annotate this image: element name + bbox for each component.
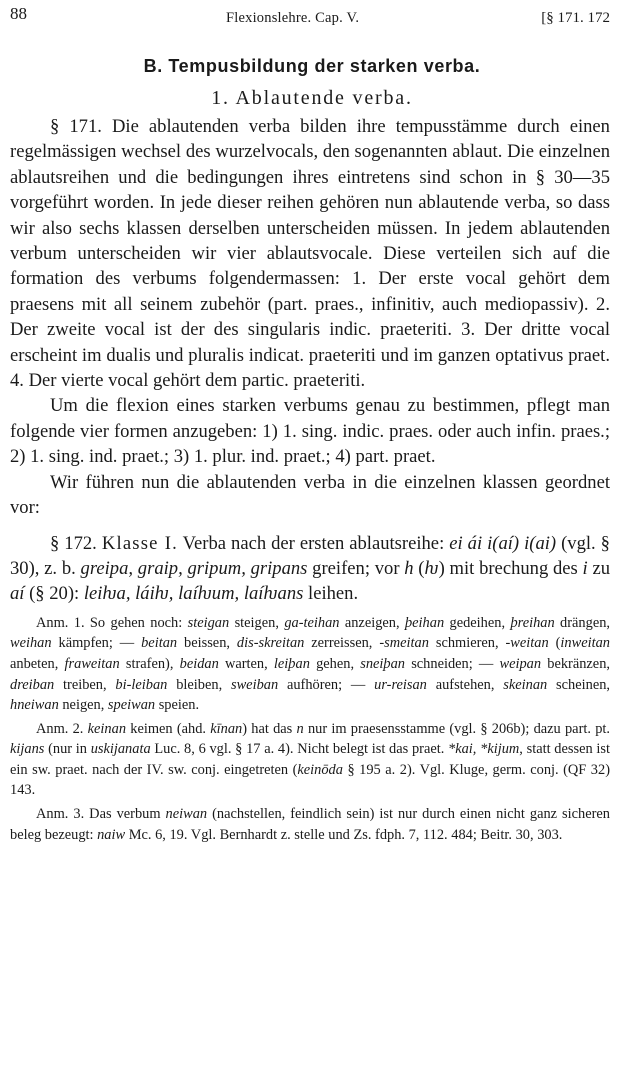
italic-term: þeihan (404, 614, 445, 631)
italic-term: uskijanata (90, 741, 151, 758)
italic-term: -smeitan (379, 635, 429, 652)
italic-term: leiþan (273, 655, 310, 672)
paragraph-171-forms (10, 393, 610, 469)
italic-term: hneiwan (10, 697, 59, 714)
section-heading-b: B. Tempusbildung der starken verba. (143, 56, 481, 76)
text-run: bleiben, (167, 676, 231, 693)
text-run: Anm. 2. (36, 720, 88, 737)
section-reference: [§ 171. 172 (541, 10, 610, 26)
italic-term: steigan (187, 614, 230, 631)
text-run: gedeihen, (444, 614, 511, 631)
subsection-heading-1: 1. Ablautende verba. (211, 87, 413, 109)
text-run: kämpfen; — (51, 635, 142, 652)
text-run: gehen, (309, 655, 361, 672)
italic-term: kīnan (210, 720, 243, 737)
text-run: strafen), (119, 655, 180, 672)
text-run: aufhören; — (278, 676, 375, 693)
text-run: keimen (ahd. (126, 720, 211, 737)
text-run: anbeten, (10, 655, 65, 672)
italic-term: h (404, 557, 414, 579)
text-run: scheinen, (547, 676, 610, 693)
italic-term: leiƕa, láiƕ, laíƕum, laíƕans (83, 583, 304, 605)
text-run: speien. (155, 697, 200, 714)
text-run: (vgl. § 30), z. b. (10, 532, 610, 579)
paragraph-171-intro (10, 470, 610, 521)
text-run: anzeigen, (339, 614, 405, 631)
text-run: leihen. (303, 583, 359, 605)
italic-term: speiwan (107, 697, 156, 714)
text-run: Verba nach der ersten ablautsreihe: (178, 532, 450, 554)
italic-term: n (296, 720, 304, 737)
running-header (10, 4, 610, 30)
text-run: steigen, (229, 614, 285, 631)
italic-term: fraweitan (64, 655, 120, 672)
italic-term: beitan (141, 635, 178, 652)
note-anm-3 (10, 804, 610, 845)
text-run: ( (413, 557, 425, 579)
text-run: greifen; vor (307, 557, 405, 579)
italic-term: ei ái i(aí) i(ai) (449, 532, 557, 554)
italic-term: sweiban (230, 676, 279, 693)
italic-term: þreihan (510, 614, 555, 631)
italic-term: *kai, *kijum (448, 741, 520, 758)
italic-term: inweitan (560, 635, 610, 652)
text-run: zerreissen, (304, 635, 380, 652)
text-run: beissen, (177, 635, 237, 652)
text-run: , statt dessen ist ein sw. praet. nach der IV. sw. conj. eingetreten ( (10, 741, 610, 778)
text-run: Wir führen nun die ablautenden verba in die einzelnen klassen geordnet vor: (10, 471, 610, 519)
text-run: ) mit brechung des (438, 557, 583, 579)
text-run: Anm. 3. Das verbum (36, 806, 166, 823)
running-title: Flexionslehre. Cap. V. (226, 10, 360, 26)
text-run: (nur in (44, 741, 91, 758)
text-run: schneiden; — (405, 655, 500, 672)
note-anm-2 (10, 719, 610, 801)
italic-term: keinan (87, 720, 127, 737)
text-run: Die ablautenden verba bilden ihre tempusstämme durch einen regelmässigen wechsel des wurzelvocals, den sogenannten ablaut. Die einzelnen ablautsreihen und die bedingungen ihres eintretens sind schon in § 30—35 vorgeführt worden. In jede dieser reihen gehören nun ablautende verba, so dass wir also sechs klassen derselben unterscheiden müssen. In jedem ablautenden verbum unterscheiden wir vier ablautsvocale. Diese verteilen sich auf die formation des verbums folgendermassen: 1. Der erste vocal gehört dem praesens mit all seinem zubehör (part. praes., infinitiv, auch mediopassiv). 2. Der zweite vocal ist der des singularis indic. praeteriti. 3. Der dritte vocal erscheint im dualis und pluralis indicat. praeteriti und im ganzen optativus praet. 4. Der vierte vocal gehört dem partic. praeteriti. (10, 116, 610, 392)
text-run: Um die flexion eines starken verbums genau zu bestimmen, pflegt man folgende vier formen anzugeben: 1) 1. sing. indic. praes. oder auch infin. praes.; 2) 1. sing. ind. praet.; 3) 1. plur. ind. praet.; 4) part. praet. (10, 395, 610, 468)
text-run: schmieren, (428, 635, 506, 652)
italic-term: ga-teihan (284, 614, 340, 631)
italic-term: weihan (10, 635, 52, 652)
italic-term: beidan (179, 655, 219, 672)
italic-term: dreiban (10, 676, 55, 693)
text-run: Mc. 6, 19. Vgl. Bernhardt z. stelle und Zs. fdph. 7, 112. 484; Beitr. 30, 303. (125, 826, 563, 843)
text-run: Klasse I. (101, 532, 179, 554)
text-run: drängen, (554, 614, 610, 631)
text-run: bekränzen, (541, 655, 610, 672)
italic-term: i (582, 557, 588, 579)
text-run: § 171. (50, 116, 112, 137)
italic-term: ur-reisan (374, 676, 427, 693)
italic-term: weipan (499, 655, 542, 672)
italic-term: neiwan (165, 806, 208, 823)
text-run: (§ 20): (24, 583, 84, 605)
text-run: § 195 a. 2). Vgl. Kluge, germ. conj. (QF 32) 143. (10, 761, 610, 799)
italic-term: -weitan (505, 635, 549, 652)
text-run: treiben, (54, 676, 116, 693)
footnotes (10, 613, 610, 846)
text-run: nur im praesensstamme (vgl. § 206b); dazu part. pt. (303, 720, 610, 737)
text-run: zu (587, 557, 611, 579)
text-run: aufstehen, (426, 676, 504, 693)
italic-term: naiw (97, 826, 126, 843)
italic-term: bi-leiban (115, 676, 168, 693)
italic-term: keinōda (297, 761, 343, 778)
paragraph-171 (10, 114, 610, 393)
page-body (10, 114, 610, 848)
text-run: (nachstellen, feindlich sein) ist nur durch einen nicht ganz sicheren beleg bezeugt: (10, 806, 610, 843)
note-anm-1 (10, 613, 610, 716)
page-number: 88 (10, 4, 27, 23)
text-run: Luc. 8, 6 vgl. § 17 a. 4). Nicht belegt ist das praet. (150, 741, 449, 758)
italic-term: greipa, graip, gripum, gripans (80, 557, 308, 579)
italic-term: aí (10, 583, 25, 605)
text-run: neigen, (58, 697, 108, 714)
text-run: § 172. (50, 532, 102, 554)
text-run: ( (548, 635, 561, 652)
text-run: Anm. 1. So gehen noch: (36, 614, 188, 631)
italic-term: skeinan (503, 676, 548, 693)
paragraph-172 (10, 531, 610, 607)
italic-term: ƕ (424, 557, 439, 579)
italic-term: sneiþan (360, 655, 406, 672)
italic-term: kijans (10, 741, 45, 758)
text-run: ) hat das (242, 720, 297, 737)
italic-term: dis-skreitan (236, 635, 305, 652)
text-run: warten, (218, 655, 274, 672)
